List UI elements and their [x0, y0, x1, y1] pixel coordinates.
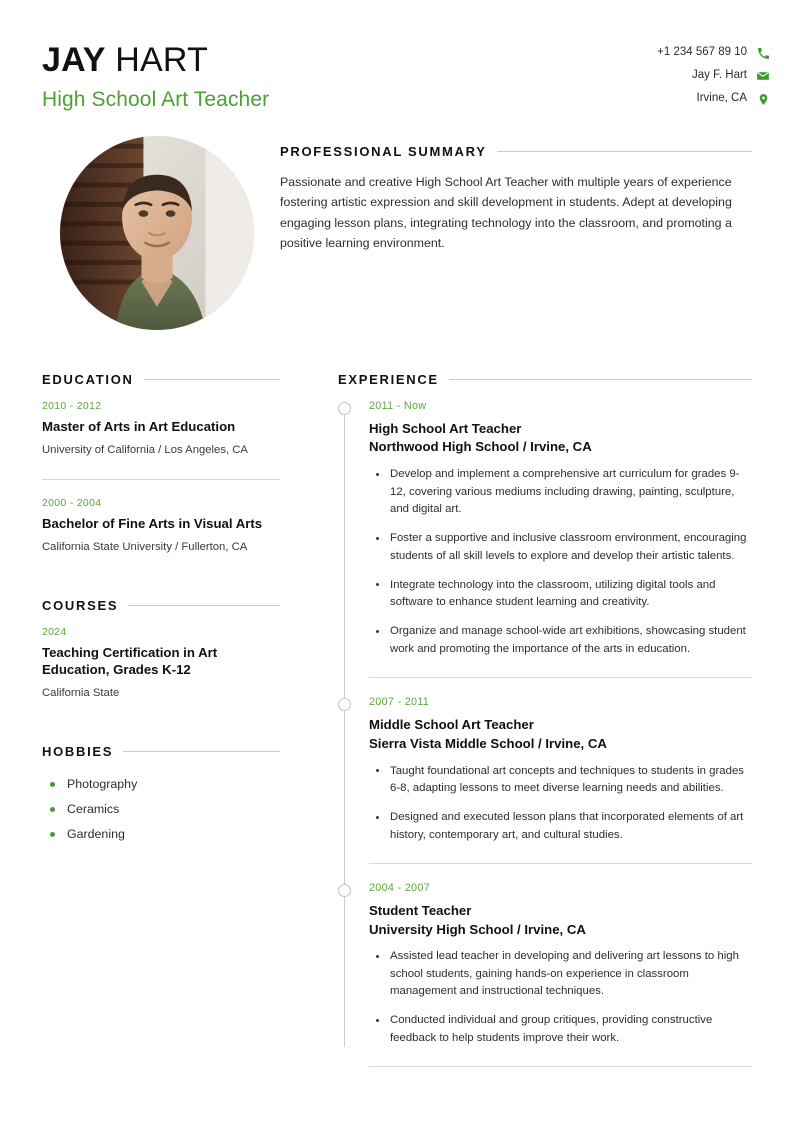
left-column — [30, 372, 280, 847]
courses-section-heading — [42, 598, 280, 613]
experience-entry-role: Middle School Art Teacher — [369, 717, 534, 733]
bullet-item: Develop and implement a comprehensive art curriculum for grades 9-12, covering various mediums including drawing, painting, sculpture, and digital art. — [369, 466, 752, 518]
education-entry-institution: California State University / Fullerton, CA — [42, 541, 248, 554]
contact-email-value: Jay F. Hart — [692, 69, 747, 82]
bullet-item: Assisted lead teacher in developing and delivering art lessons to high school students, gaining hands-on experience in classroom management and instructional techniques. — [369, 948, 752, 1000]
education-entry-date: 2000 - 2004 — [42, 497, 102, 510]
contact-block — [657, 36, 770, 106]
body-columns — [30, 372, 770, 1085]
education-section-heading — [42, 372, 280, 387]
job-title: High School Art Teacher — [42, 87, 270, 111]
phone-icon — [756, 46, 770, 60]
course-entry — [42, 626, 280, 704]
course-entry-date: 2024 — [42, 626, 67, 639]
bullet-item: Integrate technology into the classroom, utilizing digital tools and software to enhance student learning and creativity. — [369, 577, 752, 612]
list-item — [42, 822, 280, 847]
hobby-label: Gardening — [67, 827, 125, 842]
summary-heading-rule — [497, 151, 752, 152]
bullet-item: Organize and manage school-wide art exhibitions, showcasing student work and promoting the importance of the arts in education. — [369, 623, 752, 658]
hobbies-section-heading — [42, 744, 280, 759]
education-entry-title: Bachelor of Fine Arts in Visual Arts — [42, 516, 263, 532]
timeline-marker-icon — [338, 402, 351, 415]
bullet-item: Taught foundational art concepts and techniques to students in grades 6-8, adapting lessons to meet diverse learning needs and abilities. — [369, 763, 752, 798]
course-entry-title: Teaching Certification in Art Education, Grades K-12 — [42, 645, 218, 678]
contact-email[interactable] — [692, 69, 770, 83]
experience-divider — [369, 677, 752, 678]
summary-section-heading — [280, 144, 752, 159]
summary-heading-label: PROFESSIONAL SUMMARY — [280, 143, 487, 159]
name-block — [42, 36, 269, 112]
location-pin-icon — [756, 92, 770, 106]
experience-entry — [338, 400, 752, 658]
courses-heading-label: COURSES — [42, 598, 119, 614]
experience-entry-date: 2011 - Now — [369, 399, 427, 412]
hobbies-heading-rule — [123, 751, 280, 752]
courses-heading-rule — [128, 605, 280, 606]
contact-phone-value: +1 234 567 89 10 — [657, 46, 747, 59]
hobbies-heading-label: HOBBIES — [42, 743, 114, 759]
experience-divider-bottom — [369, 1066, 752, 1067]
experience-entry-org: Northwood High School / Irvine, CA — [369, 439, 592, 455]
timeline-marker-icon — [338, 698, 351, 711]
education-entry-institution: University of California / Los Angeles, CA — [42, 443, 248, 456]
timeline-marker-icon — [338, 884, 351, 897]
first-name: JAY — [42, 41, 106, 79]
spacer — [42, 558, 280, 598]
experience-timeline — [338, 400, 752, 1067]
right-column — [280, 372, 770, 1085]
summary-column — [280, 136, 770, 254]
bullet-item: Conducted individual and group critiques, providing constructive feedback to help students improve their work. — [369, 1012, 752, 1047]
hobby-label: Ceramics — [67, 802, 120, 817]
bullet-dot-icon — [50, 832, 55, 837]
envelope-icon — [756, 69, 770, 83]
photo-column — [30, 136, 280, 330]
experience-entry-org: University High School / Irvine, CA — [369, 921, 586, 937]
bullet-dot-icon — [50, 782, 55, 787]
experience-bullets — [369, 948, 752, 1047]
contact-phone[interactable] — [657, 46, 770, 60]
profile-summary-row — [30, 136, 770, 330]
avatar-photo — [60, 136, 254, 330]
experience-entry-role: Student Teacher — [369, 902, 472, 918]
experience-divider — [369, 863, 752, 864]
experience-entry — [338, 882, 752, 1047]
page-title — [42, 42, 269, 79]
contact-location[interactable] — [697, 92, 771, 106]
experience-entry-role: High School Art Teacher — [369, 420, 522, 436]
education-entry — [42, 497, 280, 558]
experience-section-heading — [338, 372, 752, 387]
education-entry-date: 2010 - 2012 — [42, 399, 102, 412]
experience-bullets — [369, 763, 752, 844]
course-entry-institution: California State — [42, 686, 120, 699]
bullet-item: Designed and executed lesson plans that incorporated elements of art history, contemporary art, and cultural studies. — [369, 809, 752, 844]
resume-header — [30, 30, 770, 112]
experience-entry — [338, 696, 752, 844]
list-item — [42, 797, 280, 822]
hobby-label: Photography — [67, 777, 138, 792]
list-item — [42, 772, 280, 797]
last-name: HART — [115, 41, 209, 79]
experience-heading-label: EXPERIENCE — [338, 371, 439, 387]
hobbies-list — [42, 772, 280, 847]
avatar — [60, 136, 254, 330]
education-divider — [42, 479, 280, 480]
experience-entry-date: 2004 - 2007 — [369, 881, 430, 894]
education-heading-label: EDUCATION — [42, 371, 134, 387]
bullet-item: Foster a supportive and inclusive classroom environment, encouraging students of all skill levels to explore and develop their artistic talents. — [369, 530, 752, 565]
education-heading-rule — [144, 379, 280, 380]
spacer — [42, 704, 280, 744]
bullet-dot-icon — [50, 807, 55, 812]
experience-entry-org: Sierra Vista Middle School / Irvine, CA — [369, 735, 607, 751]
education-entry-title: Master of Arts in Art Education — [42, 418, 236, 434]
education-entry — [42, 400, 280, 461]
experience-entry-date: 2007 - 2011 — [369, 696, 430, 709]
summary-text: Passionate and creative High School Art Teacher with multiple years of experience fostering artistic expression and skill development in students. Adept at developing engaging lesson plans, integrating technology into the classroom, and promoting a positive learning environment. — [280, 174, 732, 251]
contact-location-value: Irvine, CA — [696, 92, 747, 105]
experience-heading-rule — [449, 379, 752, 380]
experience-bullets — [369, 466, 752, 658]
